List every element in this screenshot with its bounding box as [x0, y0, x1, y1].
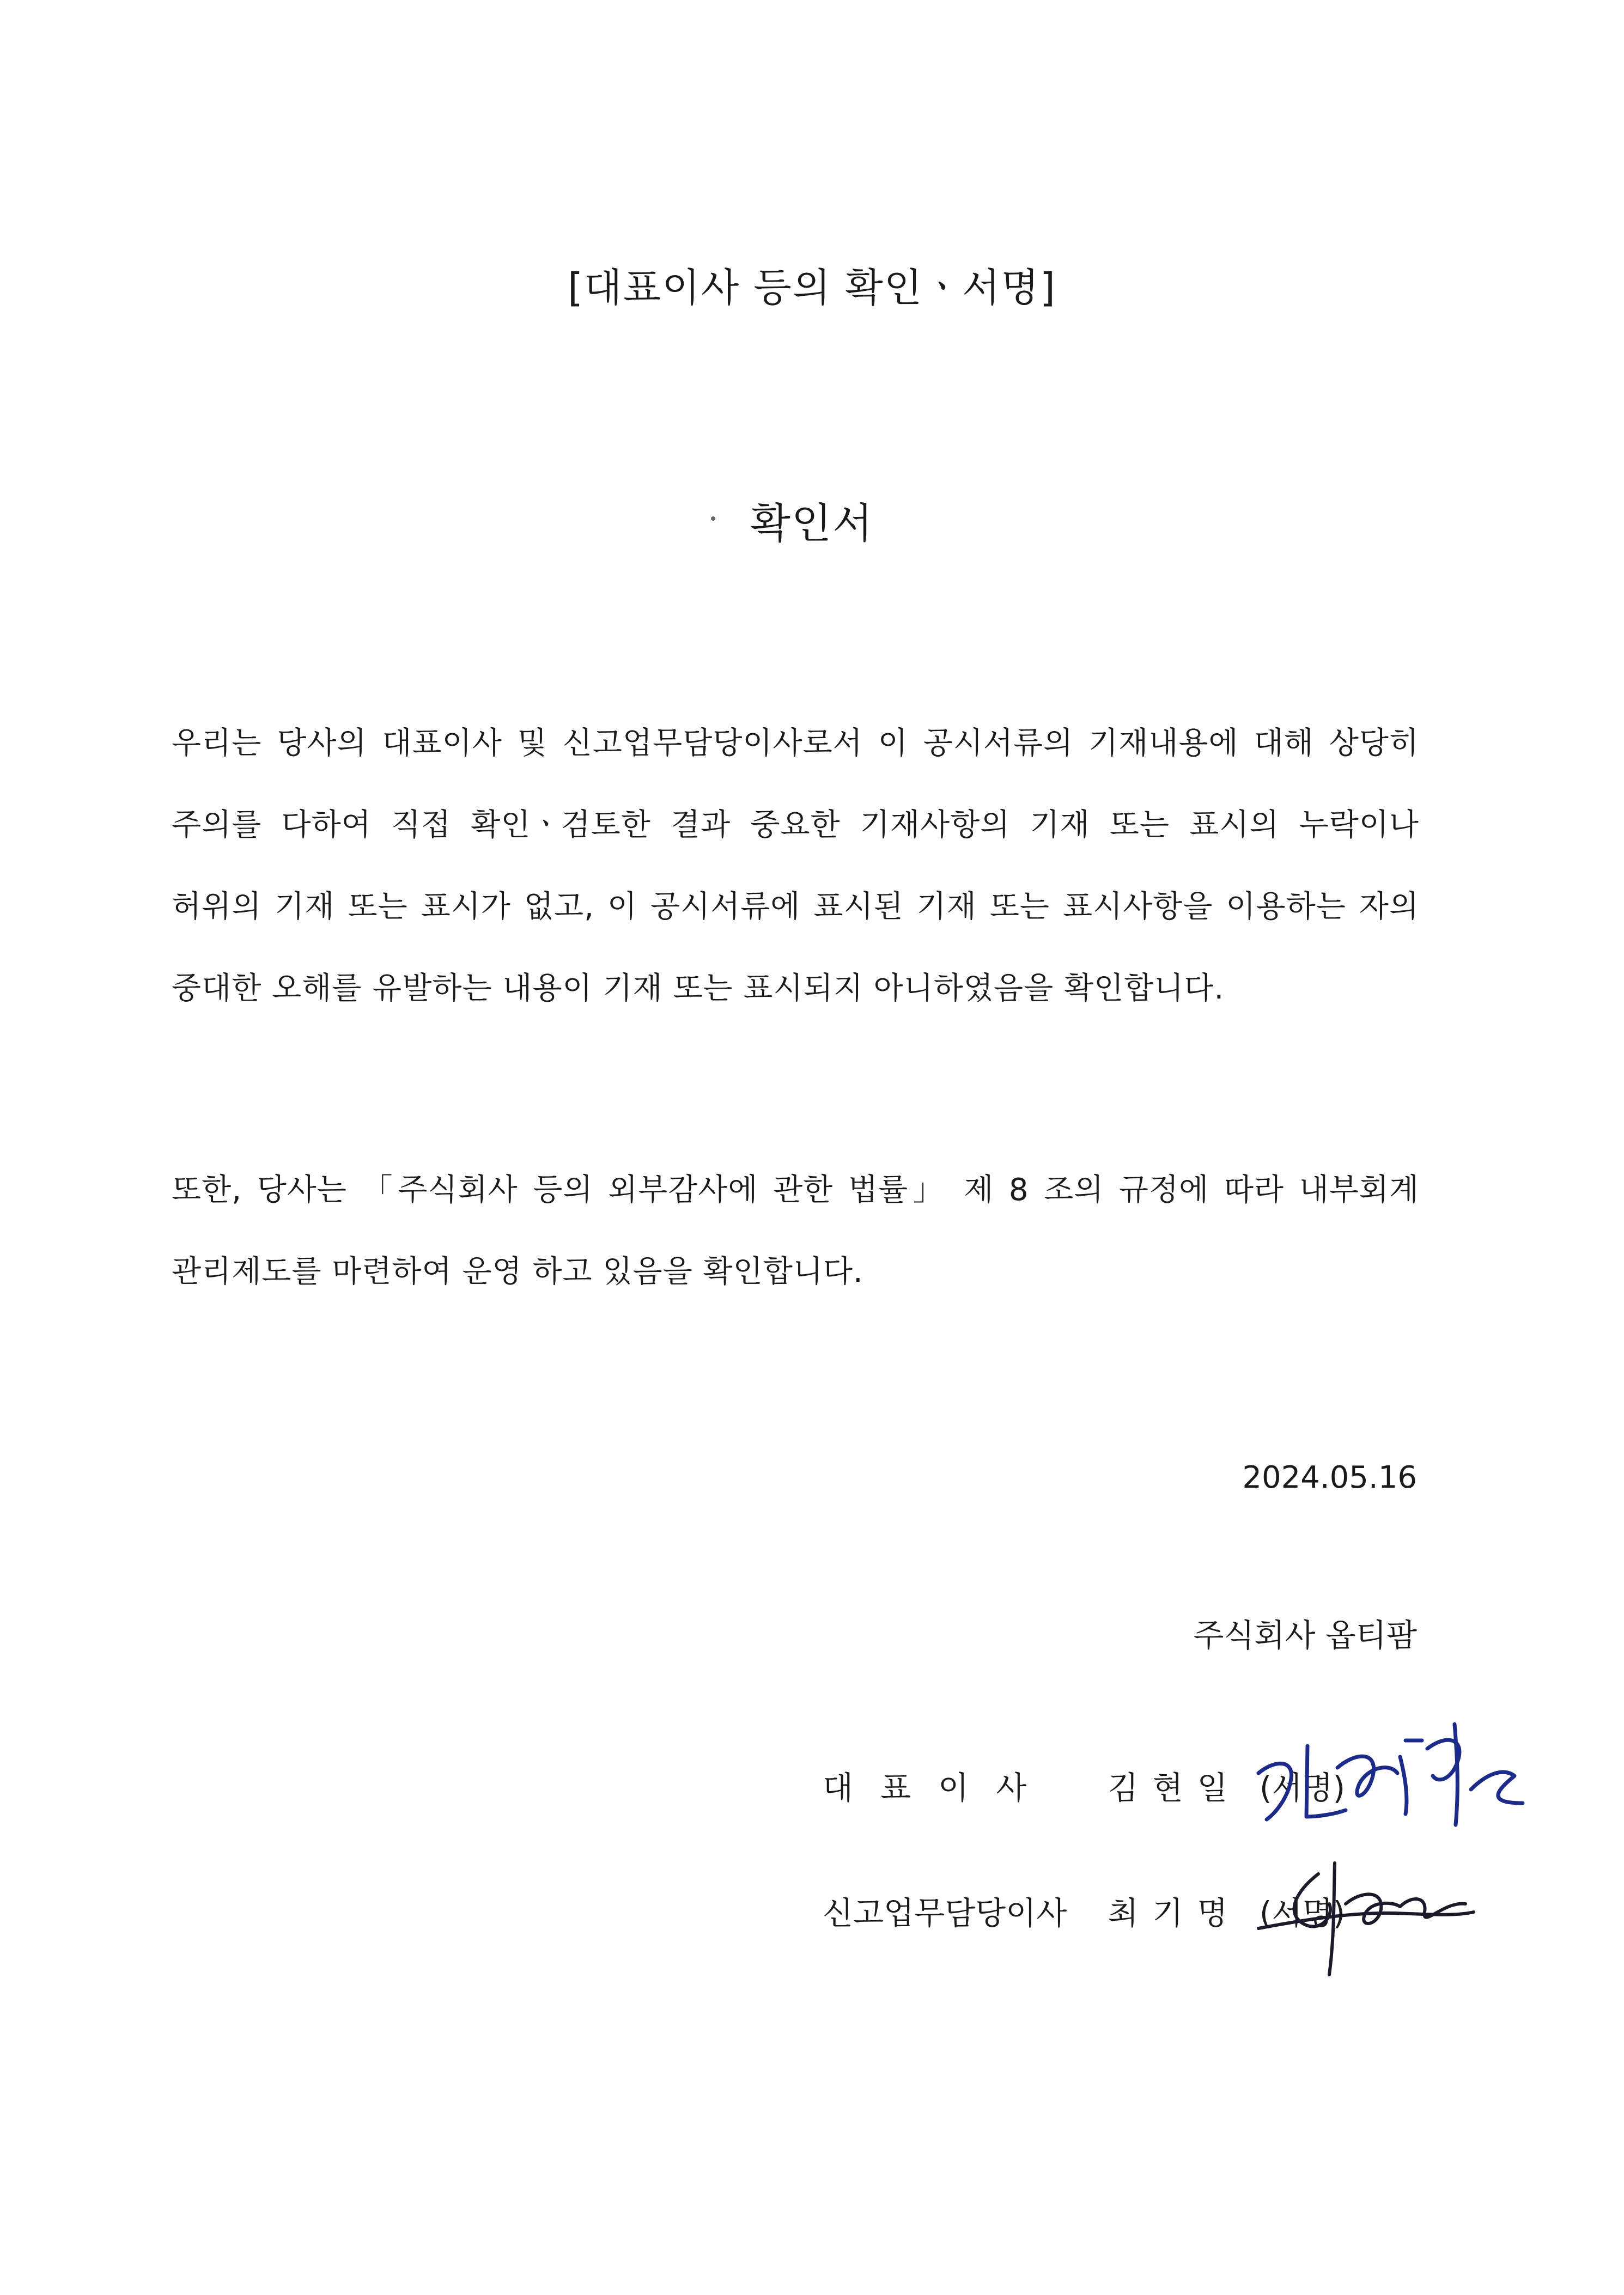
internal-control-paragraph: 또한, 당사는 「주식회사 등의 외부감사에 관한 법률」 제 8 조의 규정에 따라 내부회계 관리제도를 마련하여 운영 하고 있음을 확인합니다.: [172, 1172, 1419, 1289]
signatory-title: 대표이사: [823, 1769, 1054, 1806]
handwritten-signature-director: [1253, 1852, 1482, 1977]
signature-mark-label: (서명): [1259, 1895, 1346, 1932]
signatory-name: 김현일: [1108, 1769, 1242, 1806]
signature-mark-label: (서명): [1259, 1769, 1346, 1806]
signatory-title: 신고업무담당이사: [823, 1895, 1067, 1932]
confirmation-paragraph: 우리는 당사의 대표이사 및 신고업무담당이사로서 이 공시서류의 기재내용에 대해 상당히 주의를 다하여 직접 확인ㆍ검토한 결과 중요한 기재사항의 기재 또는 표시의 누락이나 허위의 기재 또는 표시가 없고, 이 공시서류에 표시된 기재 또는 표시사항을 이용하는 자의 중대한 오해를 유발하는 내용이 기재 또는 표시되지 아니하였음을 확인합니다.: [172, 726, 1419, 1006]
document-date: 2024.05.16: [1242, 1460, 1417, 1495]
handwritten-signature-ceo: [1242, 1708, 1525, 1828]
document-subtitle: 확인서: [750, 499, 874, 547]
company-name: 주식회사 옵티팜: [1193, 1617, 1417, 1654]
signatory-name: 최기명: [1108, 1895, 1242, 1932]
page-title: [대표이사 등의 확인ㆍ서명]: [567, 265, 1057, 311]
